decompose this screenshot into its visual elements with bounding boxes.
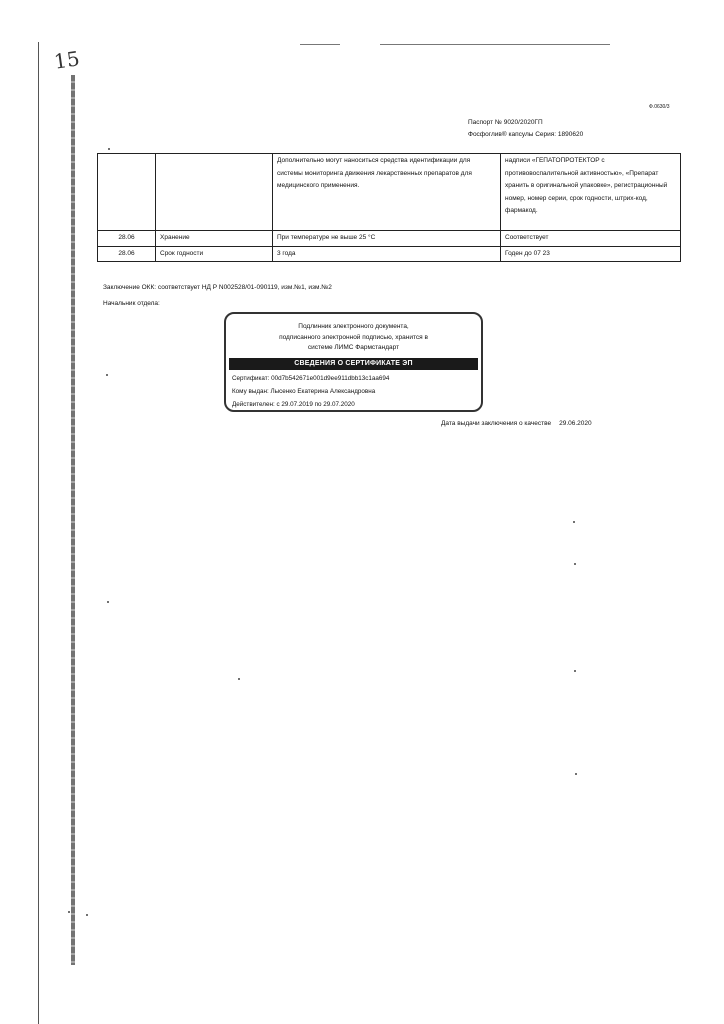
certificate-number: Сертификат: 00d7b542671e001d9ee911dbb13c1aa694	[232, 374, 390, 382]
cell-num: 28.06	[98, 246, 156, 262]
table-row	[98, 246, 681, 262]
stamp-header	[226, 322, 481, 354]
scan-top-line	[380, 44, 610, 45]
cell-name: Хранение	[156, 231, 273, 247]
cell-num: 28.06	[98, 231, 156, 247]
scan-speck	[575, 773, 577, 775]
scan-top-line	[300, 44, 340, 45]
cell-num	[98, 154, 156, 231]
scan-speck	[574, 670, 576, 672]
spec-table	[97, 153, 681, 262]
scan-speck	[573, 521, 575, 523]
cell-result: Годен до 07 23	[501, 246, 681, 262]
head-of-department-label: Начальник отдела:	[103, 300, 160, 307]
certificate-validity: Действителен: с 29.07.2019 по 29.07.2020	[232, 400, 355, 408]
form-code: Ф.0630/3	[649, 104, 670, 110]
stamp-line: Подлинник электронного документа,	[298, 323, 409, 330]
scan-binding-strip	[71, 75, 75, 965]
cell-requirement: 3 года	[273, 246, 501, 262]
scan-speck	[86, 914, 88, 916]
table-row	[98, 154, 681, 231]
scan-edge	[38, 42, 39, 1024]
scan-speck	[108, 148, 110, 150]
certificate-info-band: СВЕДЕНИЯ О СЕРТИФИКАТЕ ЭП	[229, 358, 478, 370]
passport-number: Паспорт № 9020/2020ГП	[468, 119, 543, 126]
scan-speck	[68, 911, 70, 913]
cell-requirement: Дополнительно могут наноситься средства идентификации для системы мониторинга движения лекарственных препаратов для медицинского применения.	[273, 154, 501, 231]
cell-result: надписи «ГЕПАТОПРОТЕКТОР с противовоспалительной активностью», «Препарат хранить в оригинальной упаковке», регистрационный номер, номер серии, срок годности, штрих-код, фармакод.	[501, 154, 681, 231]
issue-date-label: Дата выдачи заключения о качестве	[441, 420, 552, 427]
certificate-details	[226, 372, 481, 411]
stamp-line: подписанного электронной подписью, хранится в	[279, 333, 428, 341]
scan-speck	[574, 563, 576, 565]
stamp-line: системе ЛИМС Фармстандарт	[307, 344, 400, 351]
scan-speck	[107, 601, 109, 603]
handwritten-mark: 15	[52, 46, 81, 74]
cell-result: Соответствует	[501, 231, 681, 247]
cell-requirement: При температуре не выше 25 °С	[273, 231, 501, 247]
cell-name	[156, 154, 273, 231]
qc-conclusion: Заключение ОКК: соответствует НД Р N002528/01-090119, изм.№1, изм.№2	[103, 284, 332, 291]
issue-date	[441, 420, 592, 427]
cell-name: Срок годности	[156, 246, 273, 262]
e-signature-stamp	[224, 312, 483, 412]
scan-speck	[238, 678, 240, 680]
table-row	[98, 231, 681, 247]
certificate-issued-to: Кому выдан: Лысенко Екатерина Александровна	[232, 387, 376, 395]
issue-date-value: 29.06.2020	[559, 420, 592, 427]
passport-header	[468, 117, 583, 141]
product-series: Фосфоглив® капсулы Серия: 1890620	[468, 131, 584, 138]
scan-speck	[106, 374, 108, 376]
